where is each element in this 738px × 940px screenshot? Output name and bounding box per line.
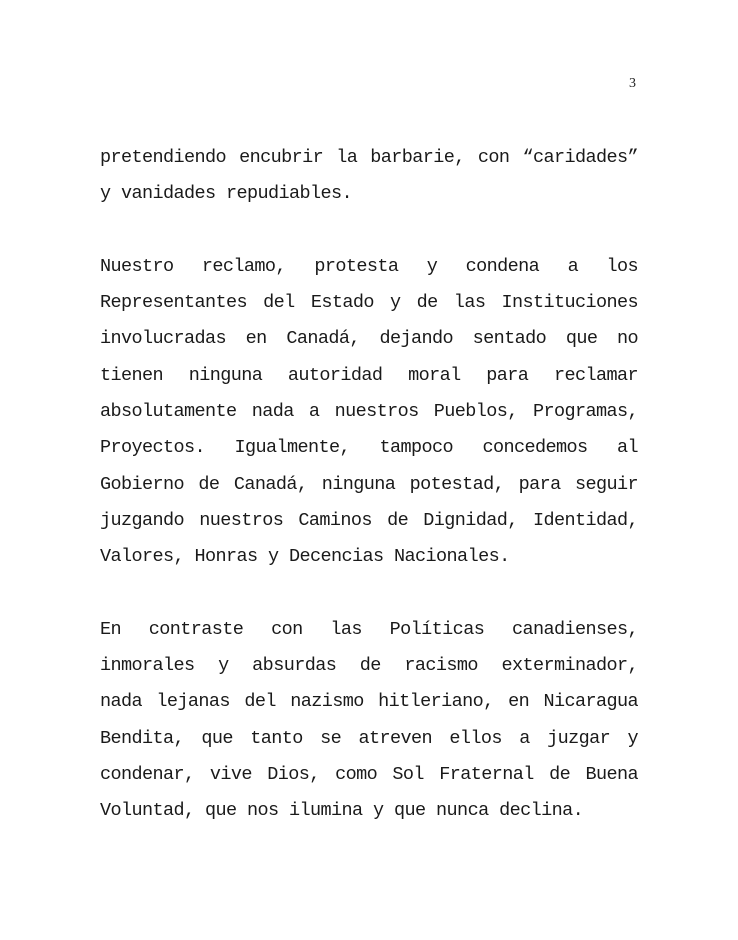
text-line: En contraste con las Políticas canadienses, <box>100 618 638 640</box>
text-line: Nuestro reclamo, protesta y condena a los <box>100 255 638 277</box>
text-line: Gobierno de Canadá, ninguna potestad, para seguir <box>100 473 638 495</box>
page-number: 3 <box>629 76 636 91</box>
text-line: Valores, Honras y Decencias Nacionales. <box>100 546 510 568</box>
text-line: Voluntad, que nos ilumina y que nunca declina. <box>100 800 584 822</box>
text-line: condenar, vive Dios, como Sol Fraternal de Buena <box>100 764 638 786</box>
text-line: Proyectos. Igualmente, tampoco concedemos al <box>100 437 638 459</box>
paragraph-3 <box>100 612 638 830</box>
text-line: involucradas en Canadá, dejando sentado que no <box>100 328 638 350</box>
paragraph-2 <box>100 249 638 576</box>
text-line: tienen ninguna autoridad moral para reclamar <box>100 364 638 386</box>
text-line: absolutamente nada a nuestros Pueblos, Programas, <box>100 401 638 423</box>
text-line: nada lejanas del nazismo hitleriano, en Nicaragua <box>100 691 638 713</box>
text-line: inmorales y absurdas de racismo exterminador, <box>100 655 638 677</box>
text-line: Representantes del Estado y de las Instituciones <box>100 292 638 314</box>
paragraph-1 <box>100 140 638 213</box>
text-line: pretendiendo encubrir la barbarie, con “caridades” <box>100 147 638 168</box>
document-body <box>100 140 638 866</box>
text-line: juzgando nuestros Caminos de Dignidad, Identidad, <box>100 509 638 531</box>
text-line: Bendita, que tanto se atreven ellos a juzgar y <box>100 727 638 749</box>
text-line: y vanidades repudiables. <box>100 183 353 205</box>
